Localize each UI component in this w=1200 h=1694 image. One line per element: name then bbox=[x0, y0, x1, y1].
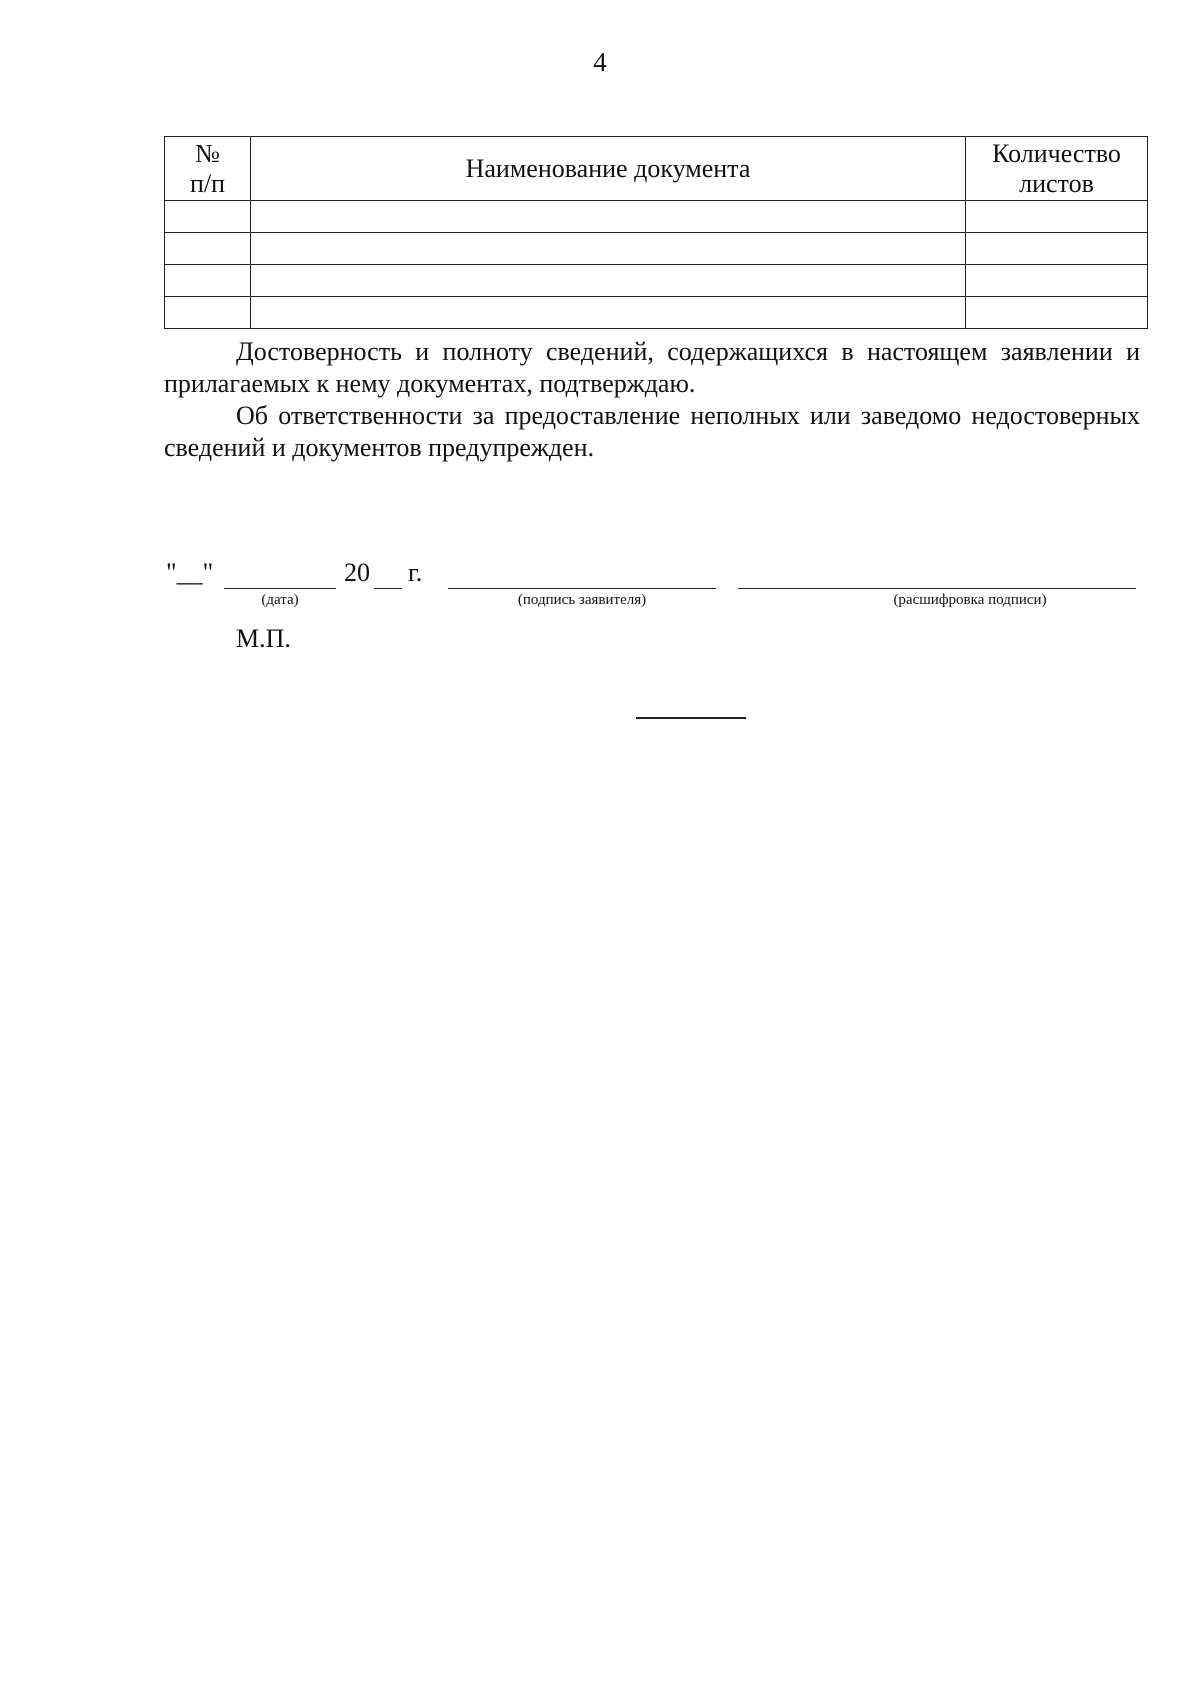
cell-sheet-count bbox=[966, 297, 1148, 329]
cell-document-name bbox=[251, 265, 966, 297]
date-year-line bbox=[374, 588, 402, 589]
table-row bbox=[165, 201, 1148, 233]
documents-table bbox=[164, 136, 1148, 329]
signature-decoding-line bbox=[738, 588, 1136, 589]
cell-document-name bbox=[251, 201, 966, 233]
date-day: "__" bbox=[166, 558, 214, 587]
header-document-name: Наименование документа bbox=[251, 137, 966, 201]
date-year-prefix: 20 bbox=[344, 558, 370, 587]
table-row bbox=[165, 233, 1148, 265]
cell-document-name bbox=[251, 297, 966, 329]
cell-number bbox=[165, 297, 251, 329]
table-row bbox=[165, 297, 1148, 329]
cell-sheet-count bbox=[966, 265, 1148, 297]
end-divider bbox=[636, 717, 746, 719]
paragraph-confirmation bbox=[164, 336, 1140, 400]
cell-sheet-count bbox=[966, 201, 1148, 233]
stamp-label: М.П. bbox=[236, 624, 291, 653]
paragraph-responsibility bbox=[164, 400, 1140, 464]
date-month-line bbox=[224, 588, 336, 589]
date-year-suffix: г. bbox=[408, 558, 423, 587]
cell-number bbox=[165, 265, 251, 297]
header-sheet-count: Количество листов bbox=[966, 137, 1148, 201]
cell-number bbox=[165, 233, 251, 265]
cell-document-name bbox=[251, 233, 966, 265]
signature-line bbox=[448, 588, 716, 589]
date-caption: (дата) bbox=[261, 592, 299, 608]
paragraph-confirmation-text: Достоверность и полноту сведений, содержащихся в настоящем заявлении и прилагаемых к нему документах, подтверждаю. bbox=[164, 337, 1140, 398]
decoding-caption: (расшифровка подписи) bbox=[893, 592, 1047, 608]
table-header-row bbox=[165, 137, 1148, 201]
page-number: 4 bbox=[593, 47, 607, 77]
cell-sheet-count bbox=[966, 233, 1148, 265]
paragraph-responsibility-text: Об ответственности за предоставление неполных или заведомо недостоверных сведений и документов предупрежден. bbox=[164, 401, 1140, 462]
signature-caption: (подпись заявителя) bbox=[517, 592, 647, 608]
header-number: № п/п bbox=[165, 137, 251, 201]
table-row bbox=[165, 265, 1148, 297]
cell-number bbox=[165, 201, 251, 233]
